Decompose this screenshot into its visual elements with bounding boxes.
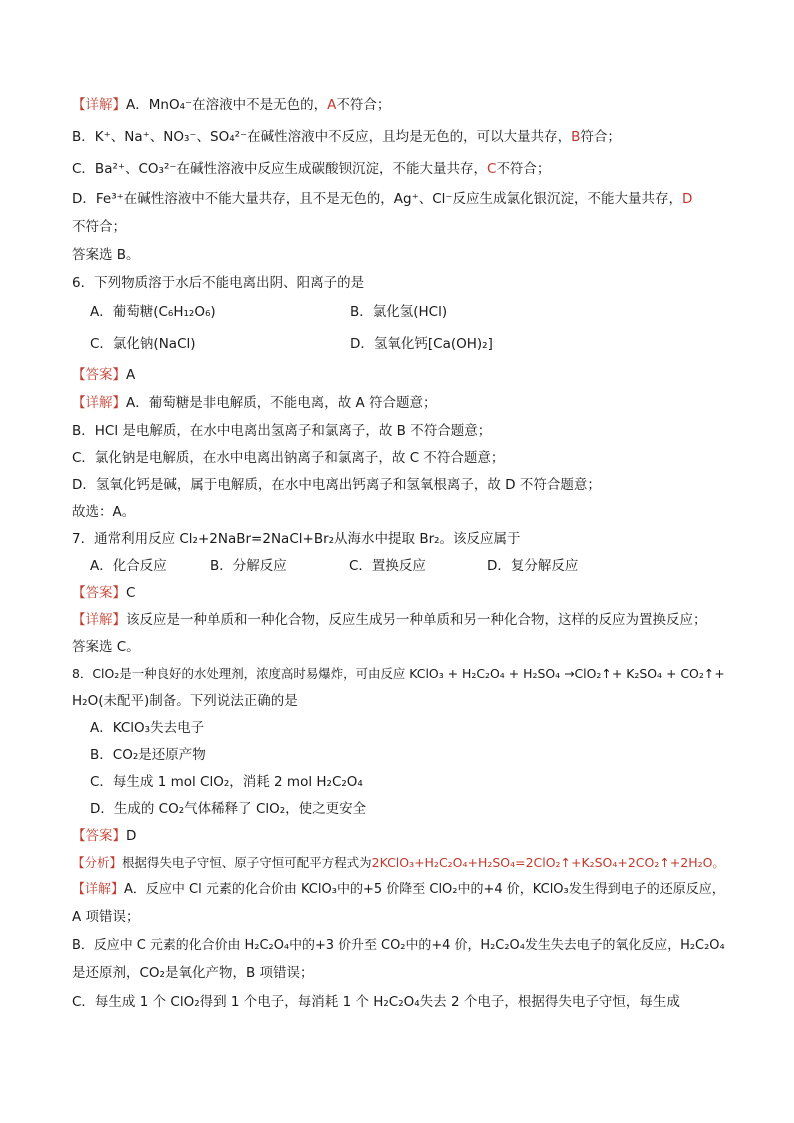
q6-detail-c: C．氯化钠是电解质，在水中电离出钠离子和氯离子，故 C 不符合题意； xyxy=(72,450,505,466)
q8-option-b: B．CO₂是还原产物 xyxy=(90,747,206,763)
q6-detail-b: B．HCl 是电解质，在水中电离出氢离子和氯离子，故 B 不符合题意； xyxy=(72,423,492,439)
q6-option-a: A．葡萄糖(C₆H₁₂O₆) xyxy=(90,304,216,320)
q5-detail-a: 【详解】A．MnO₄⁻在溶液中不是无色的，A不符合； xyxy=(72,97,391,113)
q8-detail-a2: A 项错误； xyxy=(72,909,140,925)
q5-detail-b: B．K⁺、Na⁺、NO₃⁻、SO₄²⁻在碱性溶液中不反应，且均是无色的，可以大量共存，B符合； xyxy=(72,129,621,145)
q7-option-b: B．分解反应 xyxy=(210,558,287,574)
q8-detail-c1: C．每生成 1 个 ClO₂得到 1 个电子，每消耗 1 个 H₂C₂O₄失去 2 个电子，根据得失电子守恒，每生成 xyxy=(72,994,680,1010)
q8-stem-2: H₂O(未配平)制备。下列说法正确的是 xyxy=(72,693,298,709)
detail-tag: 【详解】 xyxy=(72,97,126,113)
q7-option-d: D．复分解反应 xyxy=(487,558,579,574)
q7-option-c: C．置换反应 xyxy=(349,558,426,574)
q8-detail-b1: B．反应中 C 元素的化合价由 H₂C₂O₄中的+3 价升至 CO₂中的+4 价，H₂C₂O₄发生失去电子的氧化反应，H₂C₂O₄ xyxy=(72,938,725,953)
q6-final: 故选：A。 xyxy=(72,504,136,520)
q6-stem: 6．下列物质溶于水后不能电离出阴、阳离子的是 xyxy=(72,275,365,291)
q7-option-a: A．化合反应 xyxy=(90,558,167,574)
q8-stem-1: 8．ClO₂是一种良好的水处理剂，浓度高时易爆炸，可由反应 KClO₃ + H₂C₂O₄ + H₂SO₄ →ClO₂↑+ K₂SO₄ + CO₂↑+ xyxy=(72,666,725,681)
q8-option-c: C．每生成 1 mol ClO₂，消耗 2 mol H₂C₂O₄ xyxy=(90,774,363,790)
q5-detail-c: C．Ba²⁺、CO₃²⁻在碱性溶液中反应生成碳酸钡沉淀，不能大量共存，C不符合； xyxy=(72,161,551,177)
q8-detail-b2: 是还原剂，CO₂是氧化产物，B 项错误； xyxy=(72,965,314,981)
q7-detail: 【详解】该反应是一种单质和一种化合物，反应生成另一种单质和另一种化合物，这样的反应为置换反应； xyxy=(72,612,707,628)
q5-answer: 答案选 B。 xyxy=(72,247,140,263)
q8-option-a: A．KClO₃失去电子 xyxy=(90,720,205,736)
q6-detail-d: D．氢氧化钙是碱，属于电解质，在水中电离出钙离子和氢氧根离子，故 D 不符合题意； xyxy=(72,477,601,493)
q6-detail-a: 【详解】A．葡萄糖是非电解质，不能电离，故 A 符合题意； xyxy=(72,395,437,411)
q5-detail-d: D．Fe³⁺在碱性溶液中不能大量共存，且不是无色的，Ag⁺、Cl⁻反应生成氯化银沉淀，不能大量共存，D xyxy=(72,191,693,207)
q7-stem: 7．通常利用反应 Cl₂+2NaBr=2NaCl+Br₂从海水中提取 Br₂。该反应属于 xyxy=(72,531,521,547)
q8-option-d: D．生成的 CO₂气体稀释了 ClO₂，使之更安全 xyxy=(90,801,367,817)
q6-option-d: D．氢氧化钙[Ca(OH)₂] xyxy=(350,336,493,352)
q7-answer: 【答案】C xyxy=(72,585,136,601)
q8-detail-a1: 【详解】A．反应中 Cl 元素的化合价由 KClO₃中的+5 价降至 ClO₂中的+4 价，KClO₃发生得到电子的还原反应， xyxy=(72,882,725,897)
q6-option-b: B．氯化氢(HCl) xyxy=(350,304,448,320)
q6-answer: 【答案】A xyxy=(72,367,136,383)
q5-detail-d2: 不符合； xyxy=(72,219,126,235)
q7-answer-line: 答案选 C。 xyxy=(72,639,140,655)
q6-option-c: C．氯化钠(NaCl) xyxy=(90,336,196,352)
q8-analysis: 【分析】根据得失电子守恒、原子守恒可配平方程式为2KClO₃+H₂C₂O₄+H₂SO₄=2ClO₂↑+K₂SO₄+2CO₂↑+2H₂O。 xyxy=(72,855,725,870)
q8-answer: 【答案】D xyxy=(72,828,137,844)
